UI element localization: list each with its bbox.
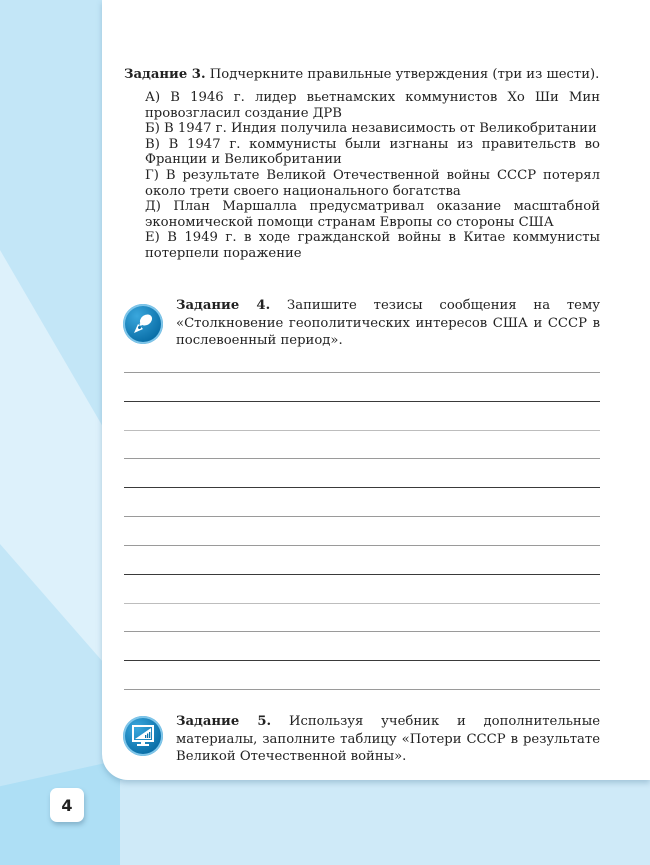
pen-writing-icon: [123, 304, 163, 344]
background-facet: [0, 250, 110, 670]
task4-heading: [176, 297, 600, 350]
answer-line[interactable]: [124, 689, 600, 690]
task3-heading: [124, 67, 600, 83]
statement-g[interactable]: Г) В результате Великой Отечественной войны СССР потерял около трети своего национального богатства: [145, 167, 600, 199]
answer-line[interactable]: [124, 430, 600, 431]
answer-line[interactable]: [124, 372, 600, 373]
answer-line[interactable]: [124, 603, 600, 604]
answer-line[interactable]: [124, 487, 600, 488]
answer-line[interactable]: [124, 545, 600, 546]
page-number: 4: [50, 788, 84, 822]
task3-prompt: Подчеркните правильные утверждения (три из шести).: [209, 67, 600, 82]
background-facet: [120, 780, 650, 865]
task4-prompt: Запишите тезисы сообщения на тему «Столкновение геополитических интересов США и СССР в послевоенный период».: [176, 298, 600, 348]
answer-line[interactable]: [124, 574, 600, 575]
computer-monitor-icon: [123, 716, 163, 756]
task3-label: Задание 3.: [124, 67, 206, 82]
answer-line[interactable]: [124, 631, 600, 632]
answer-line[interactable]: [124, 401, 600, 402]
statement-b[interactable]: Б) В 1947 г. Индия получила независимость от Великобритании: [145, 121, 597, 137]
task5-prompt: Используя учебник и дополнительные материалы, заполните таблицу «Потери СССР в результате Великой Отечественной войны».: [176, 714, 601, 764]
task4-label: Задание 4.: [176, 298, 271, 313]
task5-label: Задание 5.: [176, 714, 272, 729]
answer-line[interactable]: [124, 660, 600, 661]
statement-e[interactable]: Е) В 1949 г. в ходе гражданской войны в Китае коммунисты потерпели поражение: [145, 230, 600, 261]
statement-a[interactable]: А) В 1946 г. лидер вьетнамских коммунистов Хо Ши Мин провозгласил создание ДРВ: [145, 90, 600, 121]
task3-statements: [145, 90, 600, 262]
task5-heading: [176, 713, 600, 766]
answer-line[interactable]: [124, 516, 600, 517]
statement-v[interactable]: В) В 1947 г. коммунисты были изгнаны из правительств во Франции и Великобритании: [145, 136, 600, 168]
answer-line[interactable]: [124, 458, 600, 459]
statement-d[interactable]: Д) План Маршалла предусматривал оказание масштабной экономической помощи странам Европы со стороны США: [145, 199, 600, 230]
